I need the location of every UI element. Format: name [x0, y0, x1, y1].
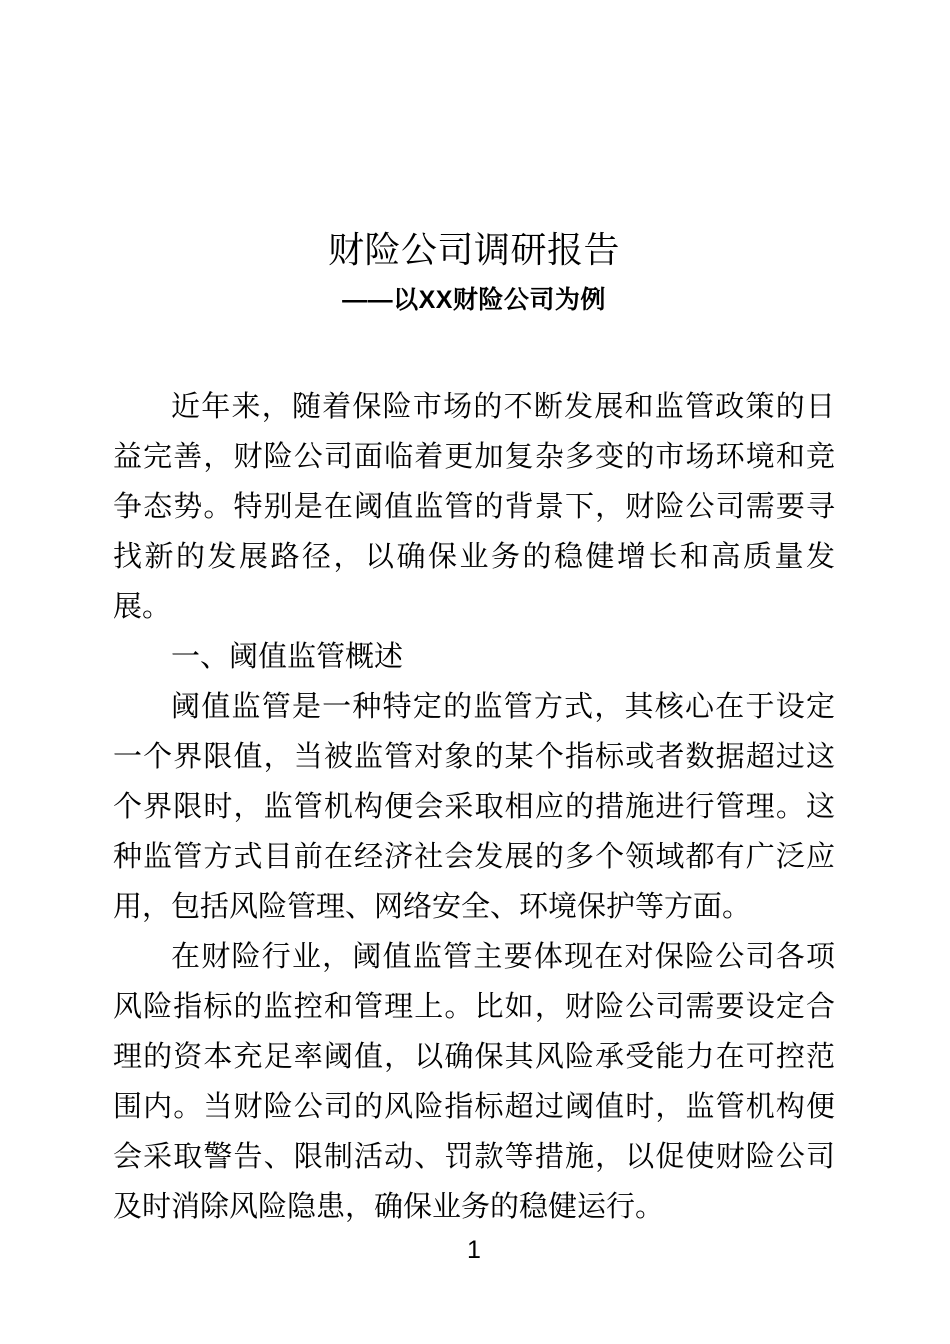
section-heading-1: 一、阈值监管概述 [171, 641, 404, 673]
page-title: 财险公司调研报告 [327, 229, 620, 270]
page-number: 1 [467, 1236, 481, 1264]
page-subtitle: ——以XX财险公司为例 [342, 286, 606, 314]
body-paragraph-3: 在财险行业，阈值监管主要体现在对保险公司各项风险指标的监控和管理上。比如，财险公司需要设定合理的资本充足率阈值，以确保其风险承受能力在可控范围内。当财险公司的风险指标超过阈值时，监管机构便会采取警告、限制活动、罚款等措施，以促使财险公司及时消除风险隐患，确保业务的稳健运行。 [113, 941, 835, 1223]
body-paragraph-1: 近年来，随着保险市场的不断发展和监管政策的日益完善，财险公司面临着更加复杂多变的市场环境和竞争态势。特别是在阈值监管的背景下，财险公司需要寻找新的发展路径，以确保业务的稳健增长和高质量发展。 [113, 391, 835, 623]
document-body [113, 382, 835, 1232]
body-paragraph-2: 阈值监管是一种特定的监管方式，其核心在于设定一个界限值，当被监管对象的某个指标或者数据超过这个界限时，监管机构便会采取相应的措施进行管理。这种监管方式目前在经济社会发展的多个领域都有广泛应用，包括风险管理、网络安全、环境保护等方面。 [113, 691, 835, 923]
